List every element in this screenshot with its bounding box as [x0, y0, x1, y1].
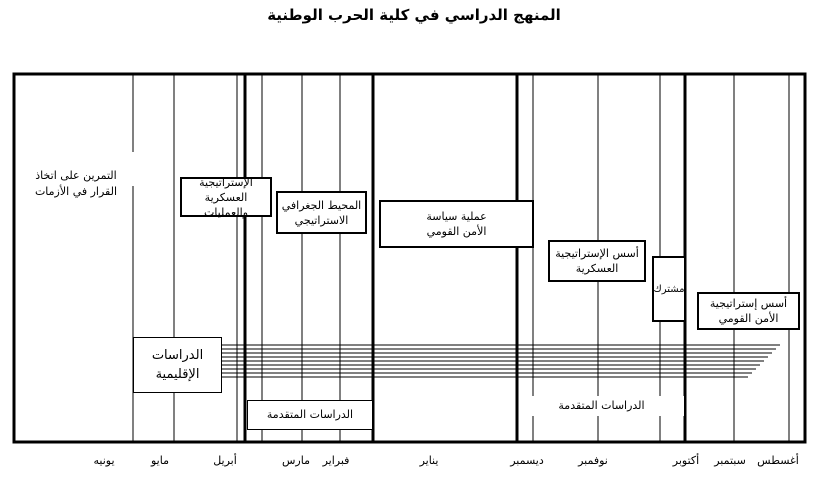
regional-studies-course [133, 337, 222, 393]
strategy-operations-label: الإستراتيجية العسكرية والعمليات [199, 175, 253, 219]
security-policy-label: عملية سياسة الأمن القومي [426, 210, 487, 238]
month-september: سبتمبر [714, 454, 746, 467]
national-strategy-foundations-label: أسس إستراتيجية الأمن القومي [709, 297, 788, 325]
month-gridlines [133, 74, 789, 442]
month-february: فبراير [322, 454, 350, 467]
advanced-studies-text-1: الدراسات المتقدمة [266, 408, 354, 421]
joint-label: مشترك [653, 283, 685, 295]
joint-course [652, 256, 686, 322]
month-august: أغسطس [757, 454, 799, 467]
month-april: أبريل [213, 454, 237, 467]
chart-title: المنهج الدراسي في كلية الحرب الوطنية [267, 6, 561, 24]
advanced-studies-text-2: الدراسات المتقدمة [558, 399, 645, 412]
month-january: يناير [419, 454, 439, 467]
month-march: مارس [282, 454, 310, 467]
month-october: أكتوبر [672, 454, 700, 467]
advanced-studies-label-1 [247, 400, 373, 430]
crisis-course [18, 152, 134, 198]
regional-studies-label: الدراسات الإقليمية [151, 348, 204, 382]
strategy-operations-course [180, 177, 272, 217]
geostrategic-course [276, 191, 367, 234]
month-june: يونيه [93, 454, 115, 467]
national-strategy-foundations-course [697, 292, 800, 330]
month-december: ديسمبر [510, 454, 544, 467]
military-strategy-foundations-course [548, 240, 646, 282]
security-policy-course [379, 200, 534, 248]
geostrategic-label: المحيط الجغرافي الاستراتيجي [281, 198, 362, 227]
crisis-course-label: التمرين على اتخاذ القرار في الأزمات [34, 169, 118, 198]
month-may: مايو [151, 454, 169, 467]
month-november: نوفمبر [578, 454, 608, 467]
military-strategy-foundations-label: أسس الإستراتيجية العسكرية [555, 247, 639, 275]
advanced-studies-label-2 [519, 396, 684, 416]
regional-studies-lines [220, 345, 780, 377]
